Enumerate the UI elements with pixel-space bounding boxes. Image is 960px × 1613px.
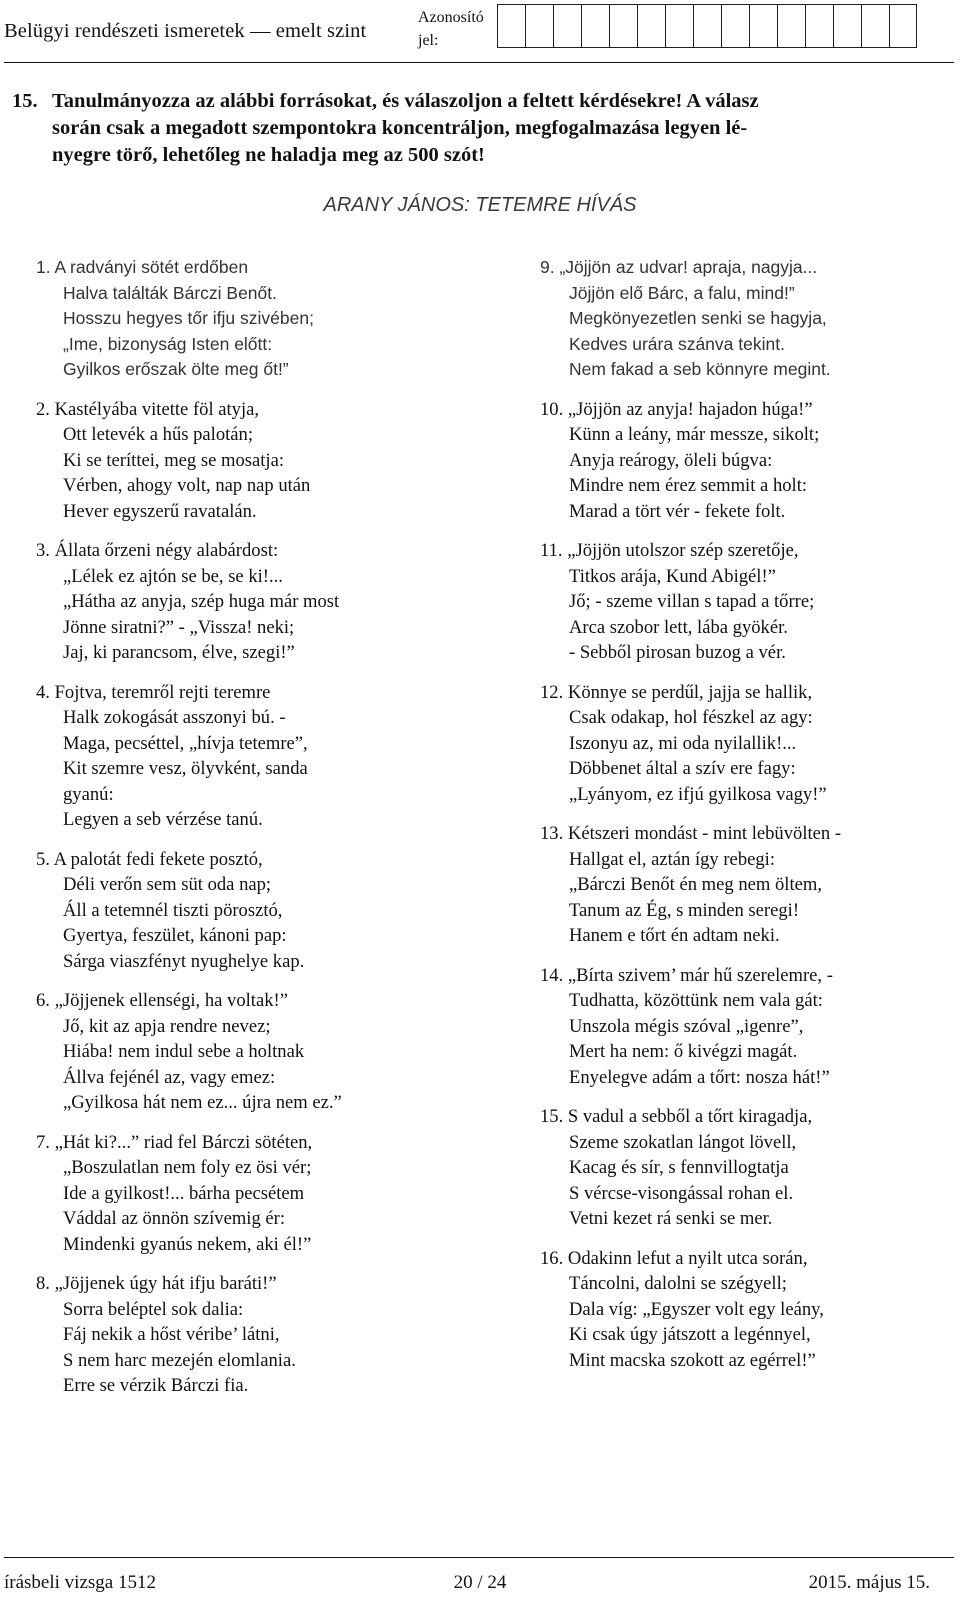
verse-line: Jöjjön elő Bárc, a falu, mind!” <box>569 282 795 303</box>
verse-line: Sárga viaszfényt nyughelye kap. <box>63 950 305 972</box>
verse-line: Ott letevék a hűs palotán; <box>63 424 254 445</box>
verse-line: Iszonyu az, mi oda nyilallik!... <box>569 732 797 754</box>
id-digit-box[interactable] <box>861 4 889 48</box>
verse-line: - Sebből pirosan buzog a vér. <box>569 642 786 663</box>
verse-line: Ki csak úgy játszott a legénnyel, <box>569 1324 811 1345</box>
verse-line: 7. „Hát ki?...” riad fel Bárczi sötéten, <box>36 1131 313 1153</box>
verse-line: Mint macska szokott az egérrel!” <box>569 1349 816 1371</box>
verse-line: Nem fakad a seb könnyre megint. <box>569 359 831 379</box>
verse-line: Hosszu hegyes tőr ifju szivében; <box>63 308 314 328</box>
verse-line: Hallgat el, aztán így rebegi: <box>569 848 775 870</box>
stanza <box>36 538 466 666</box>
stanza <box>36 255 466 383</box>
verse-line: Fáj nekik a hőst véribe’ látni, <box>63 1324 280 1345</box>
stanza <box>540 538 960 666</box>
stanza <box>36 397 466 525</box>
verse-line: Enyelegve adám a tőrt: nosza hát!” <box>569 1066 830 1088</box>
question-block <box>12 88 956 169</box>
id-digit-box[interactable] <box>749 4 777 48</box>
verse-line: Sorra beléptel sok dalia: <box>63 1298 244 1320</box>
header-divider <box>4 62 954 63</box>
exam-code: írásbeli vizsga 1512 <box>4 1572 156 1593</box>
verse-line: 8. „Jöjjenek úgy hát ifju baráti!” <box>36 1273 277 1294</box>
verse-line: Ide a gyilkost!... bárha pecsétem <box>63 1182 305 1204</box>
verse-line: Titkos arája, Kund Abigél!” <box>569 565 776 587</box>
question-text-1: Tanulmányozza az alábbi forrásokat, és válaszoljon a feltett kérdésekre! A válasz <box>52 90 759 112</box>
stanza <box>540 963 960 1091</box>
id-digit-box[interactable] <box>525 4 553 48</box>
verse-line: Hanem e tőrt én adtam neki. <box>569 925 780 946</box>
verse-line: S nem harc mezején elomlania. <box>63 1349 296 1371</box>
question-line-2: során csak a megadott szempontokra koncentráljon, megfogalmazása legyen lé- <box>52 117 748 139</box>
verse-line: 5. A palotát fedi fekete posztó, <box>36 848 263 870</box>
verse-line: Állva fejénél az, vagy emez: <box>63 1066 276 1088</box>
poem-column-left <box>36 255 466 1413</box>
verse-line: 15. S vadul a sebből a tőrt kiragadja, <box>540 1106 813 1127</box>
stanza <box>36 988 466 1116</box>
verse-line: Dala víg: „Egyszer volt egy leány, <box>569 1298 824 1320</box>
verse-line: „Bárczi Benőt én meg nem öltem, <box>569 874 822 895</box>
page-header <box>0 0 960 56</box>
verse-line: 4. Fojtva, teremről rejti teremre <box>36 681 271 703</box>
verse-line: Vetni kezet rá senki se mer. <box>569 1208 773 1229</box>
verse-line: Mert ha nem: ő kivégzi magát. <box>569 1041 798 1062</box>
verse-line: Jönne siratni?” - „Vissza! neki; <box>63 616 295 638</box>
id-digit-box[interactable] <box>637 4 665 48</box>
verse-line: Tudhatta, közöttünk nem vala gát: <box>569 990 823 1011</box>
id-digit-box[interactable] <box>665 4 693 48</box>
stanza <box>36 847 466 975</box>
verse-line: „Lélek ez ajtón se be, se ki!... <box>63 565 283 587</box>
verse-line: Áll a tetemnél tiszti pörosztó, <box>63 899 283 921</box>
question-line-3: nyegre törő, lehetőleg ne haladja meg az 500 szót! <box>52 144 485 166</box>
verse-line: 2. Kastélyába vitette föl atyja, <box>36 398 260 420</box>
stanza <box>36 1271 466 1399</box>
verse-line: Ki se teríttei, meg se mosatja: <box>63 449 285 471</box>
id-digit-box[interactable] <box>805 4 833 48</box>
verse-line: „Hátha az anyja, szép huga már most <box>63 591 340 612</box>
stanza <box>540 1104 960 1232</box>
verse-line: 10. „Jöjjön az anyja! hajadon húga!” <box>540 398 813 420</box>
verse-line: Szeme szokatlan lángot lövell, <box>569 1131 797 1153</box>
stanza <box>540 255 960 383</box>
verse-line: 16. Odakinn lefut a nyilt utca során, <box>540 1247 808 1269</box>
verse-line: Jaj, ki parancsom, élve, szegi!” <box>63 642 295 663</box>
poem-column-right <box>540 255 960 1387</box>
verse-line: Künn a leány, már messze, sikolt; <box>569 424 820 445</box>
verse-line: Halva találták Bárczi Benőt. <box>63 282 277 303</box>
verse-line: Halk zokogását asszonyi bú. - <box>63 707 286 728</box>
verse-line: Kedves urára szánva tekint. <box>569 333 785 354</box>
question-line-1 <box>12 88 956 115</box>
id-digit-box[interactable] <box>833 4 861 48</box>
verse-line: Kit szemre vesz, ölyvként, sanda <box>63 758 308 779</box>
verse-line: 9. „Jöjjön az udvar! apraja, nagyja... <box>540 257 818 277</box>
verse-line: Döbbenet által a szív ere fagy: <box>569 758 796 779</box>
verse-line: 14. „Bírta szivem’ már hű szerelemre, - <box>540 964 833 986</box>
verse-line: Tanum az Ég, s minden seregi! <box>569 899 800 921</box>
question-number: 15. <box>12 90 38 112</box>
id-digit-box[interactable] <box>693 4 721 48</box>
verse-line: Megkönyezetlen senki se hagyja, <box>569 308 827 328</box>
verse-line: Gyilkos erőszak ölte meg őt!” <box>63 359 289 379</box>
id-boxes <box>497 4 917 48</box>
stanza <box>36 680 466 833</box>
verse-line: Csak odakap, hol fészkel az agy: <box>569 707 813 728</box>
verse-line: Vérben, ahogy volt, nap nap után <box>63 475 311 496</box>
verse-line: Anyja reárogy, öleli búgva: <box>569 449 773 471</box>
verse-line: 12. Könnye se perdűl, jajja se hallik, <box>540 681 813 703</box>
verse-line: Unszola mégis szóval „igenre”, <box>569 1015 804 1037</box>
id-digit-box[interactable] <box>889 4 917 48</box>
verse-line: 1. A radványi sötét erdőben <box>36 257 249 277</box>
verse-line: Hiába! nem indul sebe a holtnak <box>63 1041 305 1062</box>
verse-line: „Boszulatlan nem foly ez ösi vér; <box>63 1157 312 1178</box>
stanza <box>540 397 960 525</box>
stanza <box>540 821 960 949</box>
verse-line: 11. „Jöjjön utolszor szép szeretője, <box>540 540 799 561</box>
verse-line: „Gyilkosa hát nem ez... újra nem ez.” <box>63 1092 342 1113</box>
verse-line: Mindre nem érez semmit a holt: <box>569 475 808 496</box>
footer-divider <box>4 1557 954 1558</box>
verse-line: Maga, pecséttel, „hívja tetemre”, <box>63 732 308 754</box>
verse-line: „Ime, bizonyság Isten előtt: <box>63 333 273 354</box>
stanza <box>540 680 960 808</box>
verse-line: 3. Állata őrzeni négy alabárdost: <box>36 540 279 561</box>
verse-line: 13. Kétszeri mondást - mint lebüvölten - <box>540 823 842 844</box>
verse-line: gyanú: <box>63 783 114 805</box>
verse-line: Arca szobor lett, lába gyökér. <box>569 616 788 638</box>
verse-line: Jő, kit az apja rendre nevez; <box>63 1015 271 1037</box>
verse-line: „Lyányom, ez ifjú gyilkosa vagy!” <box>569 783 827 805</box>
id-label: Azonosító jel: <box>418 9 484 49</box>
page-number: 20 / 24 <box>453 1572 507 1593</box>
verse-line: Jő; - szeme villan s tapad a tőrre; <box>569 591 815 612</box>
verse-line: Hever egyszerű ravatalán. <box>63 500 257 522</box>
verse-line: Marad a tört vér - fekete folt. <box>569 500 786 522</box>
stanza <box>540 1246 960 1374</box>
exam-title: Belügyi rendészeti ismeretek — emelt szint <box>4 20 367 42</box>
verse-line: Mindenki gyanús nekem, aki él!” <box>63 1233 312 1255</box>
verse-line: Erre se vérzik Bárczi fia. <box>63 1375 249 1396</box>
verse-line: Táncolni, dalolni se szégyell; <box>569 1273 787 1294</box>
verse-line: Váddal az önnön szívemig ér: <box>63 1208 286 1229</box>
verse-line: 6. „Jöjjenek ellenségi, ha voltak!” <box>36 990 288 1011</box>
verse-line: Kacag és sír, s fennvillogtatja <box>569 1157 789 1178</box>
id-digit-box[interactable] <box>721 4 749 48</box>
exam-date: 2015. május 15. <box>808 1572 930 1593</box>
verse-line: Legyen a seb vérzése tanú. <box>63 809 263 830</box>
id-digit-box[interactable] <box>553 4 581 48</box>
poem-title: ARANY JÁNOS: TETEMRE HÍVÁS <box>323 194 637 216</box>
verse-line: Gyertya, feszület, kánoni pap: <box>63 925 287 946</box>
id-digit-box[interactable] <box>581 4 609 48</box>
id-digit-box[interactable] <box>777 4 805 48</box>
stanza <box>36 1130 466 1258</box>
verse-line: S vércse-visongással rohan el. <box>569 1182 794 1204</box>
id-digit-box[interactable] <box>609 4 637 48</box>
id-digit-box[interactable] <box>497 4 525 48</box>
verse-line: Déli verőn sem süt oda nap; <box>63 874 272 895</box>
